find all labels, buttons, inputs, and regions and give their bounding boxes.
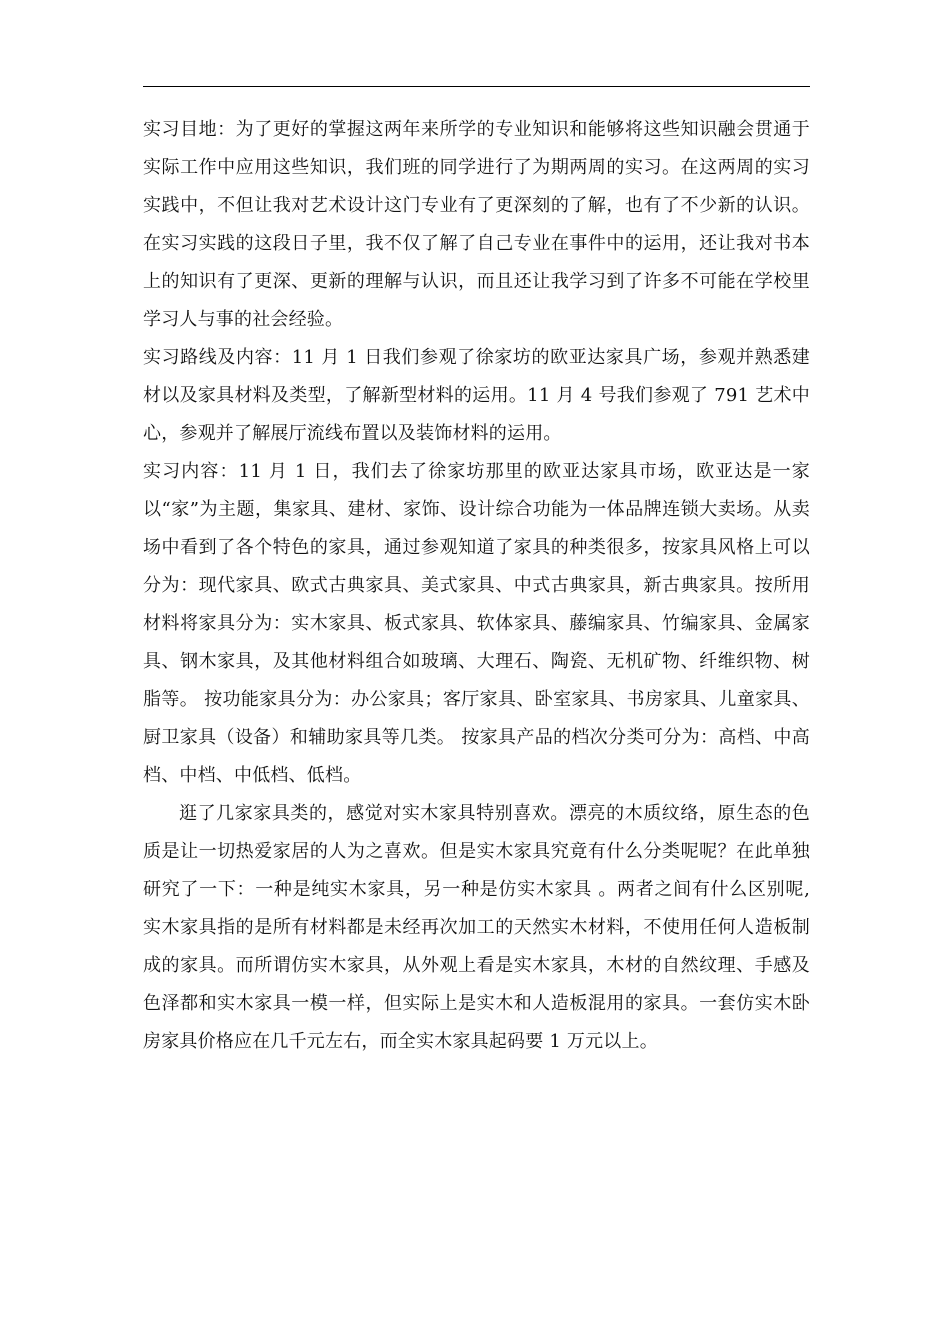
paragraph-purpose: 实习目地：为了更好的掌握这两年来所学的专业知识和能够将这些知识融会贯通于实际工作中应用这些知识，我们班的同学进行了为期两周的实习。在这两周的实习实践中，不但让我对艺术设计这门专业有了更深刻的了解，也有了不少新的认识。在实习实践的这段日子里，我不仅了解了自己专业在事件中的运用，还让我对书本上的知识有了更深、更新的理解与认识，而且还让我学习到了许多不可能在学校里学习人与事的社会经验。: [143, 119, 810, 330]
paragraph-solid-wood: 逛了几家家具类的，感觉对实木家具特别喜欢。漂亮的木质纹络，原生态的色质是让一切热爱家居的人为之喜欢。但是实木家具究竟有什么分类呢呢？在此单独研究了一下：一种是纯实木家具，另一种是仿实木家具 。两者之间有什么区别呢,实木家具指的是所有材料都是未经再次加工的天然实木材料，不使用任何人造板制成的家具。而所谓仿实木家具，从外观上看是实木家具，木材的自然纹理、手感及色泽都和实木家具一模一样，但实际上是实木和人造板混用的家具。一套仿实木卧房家具价格应在几千元左右，而全实木家具起码要 1 万元以上。: [143, 803, 810, 1052]
paragraph-content: 实习内容：11 月 1 日，我们去了徐家坊那里的欧亚达家具市场，欧亚达是一家以“家”为主题，集家具、建材、家饰、设计综合功能为一体品牌连锁大卖场。从卖场中看到了各个特色的家具，通过参观知道了家具的种类很多，按家具风格上可以分为：现代家具、欧式古典家具、美式家具、中式古典家具，新古典家具。按所用材料将家具分为：实木家具、板式家具、软体家具、藤编家具、竹编家具、金属家具、钢木家具，及其他材料组合如玻璃、大理石、陶瓷、无机矿物、纤维织物、树脂等。 按功能家具分为：办公家具；客厅家具、卧室家具、书房家具、儿童家具、厨卫家具（设备）和辅助家具等几类。 按家具产品的档次分类可分为：高档、中高档、中档、中低档、低档。: [143, 461, 810, 786]
header-rule: [143, 86, 810, 87]
paragraph-route: 实习路线及内容：11 月 1 日我们参观了徐家坊的欧亚达家具广场，参观并熟悉建材以及家具材料及类型，了解新型材料的运用。11 月 4 号我们参观了 791 艺术中心，参观并了解展厅流线布置以及装饰材料的运用。: [143, 347, 810, 444]
document-body: [143, 111, 810, 1061]
